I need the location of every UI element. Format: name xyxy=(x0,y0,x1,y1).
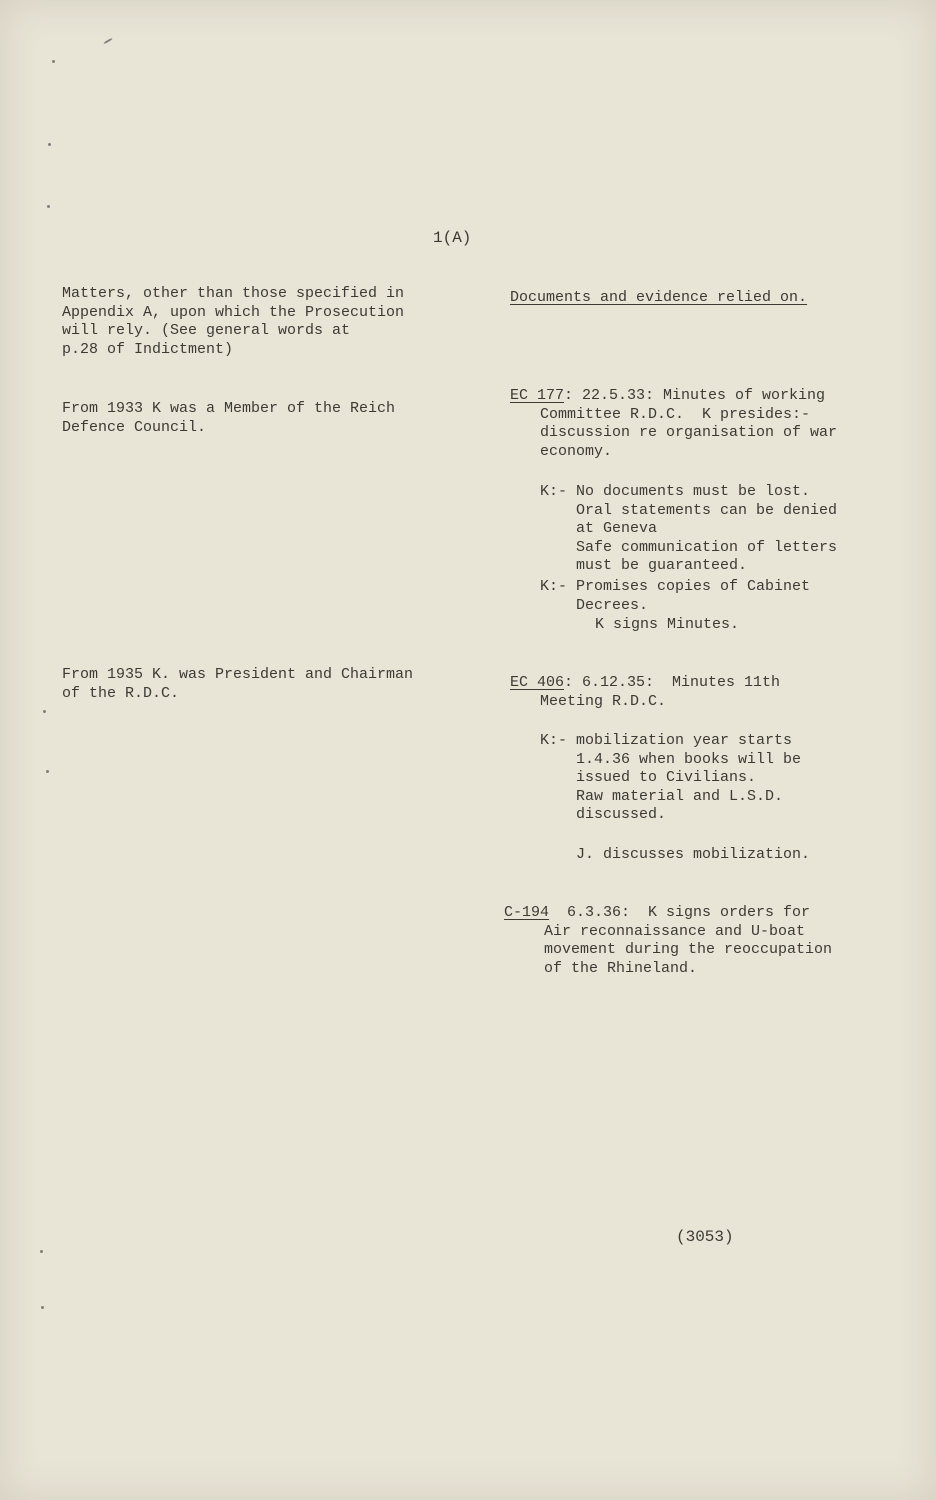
text-line: must be guaranteed. xyxy=(576,557,748,574)
text-line: Raw material and L.S.D. xyxy=(576,787,784,805)
left-entry-1935 xyxy=(62,666,413,703)
text-line: Matters, other than those specified in xyxy=(62,285,405,302)
speck-mark xyxy=(47,205,50,208)
text-line: K:- Promises copies of Cabinet xyxy=(540,578,811,595)
document-ref: EC 406 xyxy=(510,674,565,691)
text-line: at Geneva xyxy=(576,520,658,537)
text-line: 6.3.36: K signs orders for xyxy=(549,904,811,921)
speck-mark xyxy=(48,143,51,146)
text-line: movement during the reoccupation xyxy=(544,941,833,958)
ec406-j-note: J. discusses mobilization. xyxy=(576,846,811,863)
text-line: p.28 of Indictment) xyxy=(62,340,234,358)
left-heading xyxy=(62,285,404,359)
text-line: : 22.5.33: Minutes of working xyxy=(564,387,826,404)
speck-mark xyxy=(41,1306,44,1309)
text-line: Oral statements can be denied xyxy=(576,501,838,519)
text-line: discussed. xyxy=(576,806,667,823)
text-line: K:- mobilization year starts xyxy=(540,732,793,749)
left-entry-1933 xyxy=(62,400,395,437)
page-number: 1(A) xyxy=(433,229,472,247)
speck-mark xyxy=(40,1250,43,1253)
text-line: From 1935 K. was President and Chairman xyxy=(62,666,414,683)
text-line: will rely. (See general words at xyxy=(62,322,351,339)
text-line: Air reconnaissance and U-boat xyxy=(544,922,806,940)
ec406-k-notes xyxy=(540,732,801,825)
text-line: Defence Council. xyxy=(62,418,207,436)
ec177-signs: K signs Minutes. xyxy=(595,616,740,633)
text-line: discussion re organisation of war xyxy=(540,424,838,441)
text-line: of the R.D.C. xyxy=(62,684,180,702)
ec177-k-notes-1 xyxy=(540,483,837,576)
document-ref: C-194 xyxy=(504,904,550,921)
text-line: Meeting R.D.C. xyxy=(540,692,667,710)
text-line: Safe communication of letters xyxy=(576,538,838,556)
right-heading: Documents and evidence relied on. xyxy=(510,289,808,306)
document-ref: EC 177 xyxy=(510,387,565,404)
text-line: From 1933 K was a Member of the Reich xyxy=(62,400,396,417)
text-line: Decrees. xyxy=(576,596,649,614)
text-line: of the Rhineland. xyxy=(544,959,698,977)
ec177-entry xyxy=(510,387,837,461)
text-line: Appendix A, upon which the Prosecution xyxy=(62,303,405,321)
footer-number: (3053) xyxy=(676,1228,734,1246)
ec406-entry xyxy=(510,674,780,711)
text-line: : 6.12.35: Minutes 11th xyxy=(564,674,781,691)
text-line: Committee R.D.C. K presides:- xyxy=(540,405,811,423)
text-line: 1.4.36 when books will be xyxy=(576,750,802,768)
text-line: economy. xyxy=(540,442,613,460)
speck-mark xyxy=(52,60,55,63)
text-line: issued to Civilians. xyxy=(576,769,757,786)
ec177-k-notes-2 xyxy=(540,578,810,615)
speck-mark xyxy=(46,770,49,773)
text-line: K:- No documents must be lost. xyxy=(540,483,811,500)
c194-entry xyxy=(504,904,832,978)
speck-mark xyxy=(43,710,46,713)
